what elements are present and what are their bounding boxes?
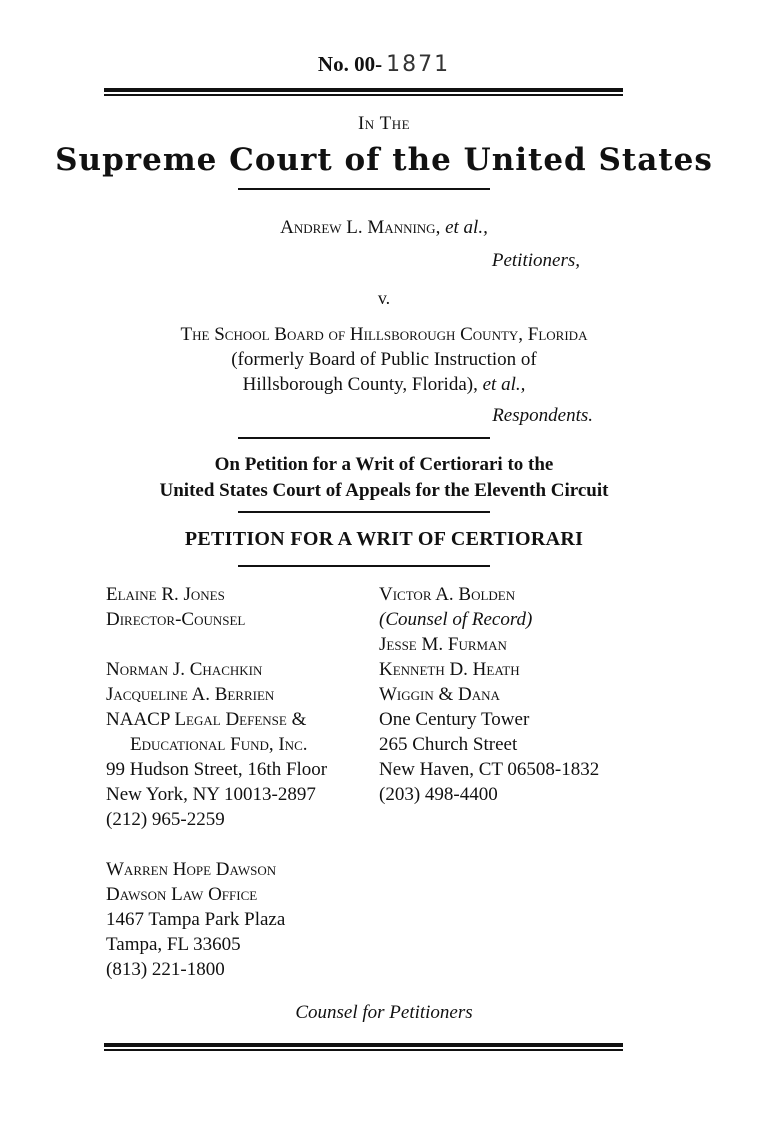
- naacp-org-line-1: NAACP Legal Defense &: [106, 709, 307, 730]
- counsel-furman: Jesse M. Furman: [379, 634, 507, 655]
- top-double-rule: [104, 88, 623, 96]
- handwritten-docket-number: 1871: [386, 52, 451, 77]
- firm-address-3: New Haven, CT 06508-1832: [379, 759, 600, 780]
- in-the-label: In The: [357, 113, 411, 134]
- respondent-county-line: [0, 372, 768, 397]
- dawson-address-1: 1467 Tampa Park Plaza: [106, 909, 286, 930]
- divider-rule-4: [238, 565, 490, 567]
- naacp-phone: (212) 965-2259: [106, 809, 225, 830]
- divider-rule-2: [238, 437, 490, 439]
- respondent-county: Hillsborough County, Florida),: [242, 374, 478, 395]
- versus-label: v.: [377, 288, 391, 308]
- petitioner-name: Andrew L. Manning,: [280, 217, 441, 238]
- respondents-role: Respondents.: [492, 405, 593, 426]
- firm-phone: (203) 498-4400: [379, 784, 498, 805]
- counsel-heath: Kenneth D. Heath: [379, 659, 520, 680]
- docket-number: [0, 52, 768, 77]
- counsel-jones-title: Director-Counsel: [106, 609, 246, 630]
- naacp-address-1: 99 Hudson Street, 16th Floor: [106, 759, 328, 780]
- counsel-bolden: Victor A. Bolden: [379, 584, 516, 605]
- counsel-left-column: [106, 582, 327, 982]
- naacp-address-2: New York, NY 10013-2897: [106, 784, 316, 805]
- writ-line-1: On Petition for a Writ of Certiorari to the: [214, 454, 554, 475]
- naacp-org-line-2: Educational Fund, Inc.: [130, 734, 308, 755]
- petitioner-line: [0, 217, 768, 239]
- writ-line-2: United States Court of Appeals for the Eleventh Circuit: [159, 480, 609, 501]
- respondent-et-al: et al.,: [482, 374, 526, 395]
- petition-title: PETITION FOR A WRIT OF CERTIORARI: [184, 528, 584, 550]
- court-title: Supreme Court of the United States: [55, 142, 713, 178]
- divider-rule-3: [238, 511, 490, 513]
- counsel-of-record: (Counsel of Record): [379, 609, 533, 630]
- bottom-double-rule: [104, 1043, 623, 1051]
- counsel-berrien: Jacqueline A. Berrien: [106, 684, 275, 705]
- counsel-jones-name: Elaine R. Jones: [106, 584, 225, 605]
- firm-name: Wiggin & Dana: [379, 684, 500, 705]
- respondent-former-name: (formerly Board of Public Instruction of: [231, 349, 537, 370]
- divider-rule-1: [238, 188, 490, 190]
- dawson-phone: (813) 221-1800: [106, 959, 225, 980]
- counsel-for-petitioners: Counsel for Petitioners: [295, 1002, 473, 1023]
- dawson-address-2: Tampa, FL 33605: [106, 934, 241, 955]
- firm-address-1: One Century Tower: [379, 709, 530, 730]
- counsel-right-column: [379, 582, 599, 807]
- dawson-office: Dawson Law Office: [106, 884, 258, 905]
- respondent-block: [0, 322, 768, 397]
- petitioner-et-al: et al.,: [445, 217, 488, 238]
- firm-address-2: 265 Church Street: [379, 734, 518, 755]
- respondent-name: The School Board of Hillsborough County, Florida: [180, 324, 588, 345]
- docket-label: No. 00-: [317, 52, 383, 76]
- counsel-dawson-name: Warren Hope Dawson: [106, 859, 277, 880]
- petitioners-role: Petitioners,: [491, 250, 580, 271]
- writ-heading: [0, 452, 768, 504]
- counsel-chachkin: Norman J. Chachkin: [106, 659, 263, 680]
